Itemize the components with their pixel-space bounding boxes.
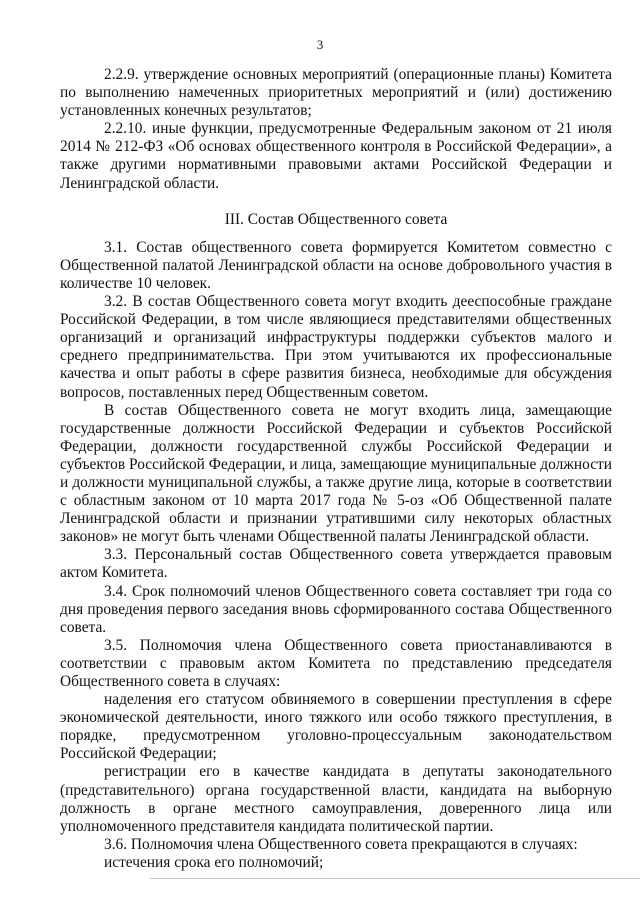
page-number: 3 bbox=[316, 37, 324, 52]
clause-3-5-case-accused: наделения его статусом обвиняемого в совершении преступления в сфере экономической деятельности, иного тяжкого или особо тяжкого преступления, в порядке, предусмотренном уголовно-процессуальным законодательством Российской Федерации; bbox=[60, 691, 612, 763]
clause-3-2: 3.2. В состав Общественного совета могут входить дееспособные граждане Российской Федерации, в том числе являющиеся представителями общественных организаций и организаций инфраструктуры поддержки субъектов малого и среднего предпринимательства. При этом учитываются их профессиональные качества и опыт работы в сфере развития бизнеса, необходимые для обсуждения вопросов, поставленных перед Общественным советом. bbox=[60, 293, 612, 401]
clause-2-2-10: 2.2.10. иные функции, предусмотренные Федеральным законом от 21 июля 2014 № 212-ФЗ «Об основах общественного контроля в Российской Федерации», а также другими нормативными правовыми актами Российской Федерации и Ленинградской области. bbox=[60, 120, 612, 192]
clause-3-2-restrictions: В состав Общественного совета не могут входить лица, замещающие государственные должности Российской Федерации и субъектов Российской Федерации, должности государственной службы Российской Федерации и субъектов Российской Федерации, и лица, замещающие муниципальные должности и должности муниципальной службы, а также другие лица, которые в соответствии с областным законом от 10 марта 2017 года № 5-оз «Об Общественной палате Ленинградской области и признании утратившими силу некоторых областных законов» не могут быть членами Общественной палаты Ленинградской области. bbox=[60, 401, 612, 546]
section-heading: III. Состав Общественного совета bbox=[224, 210, 448, 228]
document-body bbox=[60, 66, 612, 872]
clause-3-3: 3.3. Персональный состав Общественного совета утверждается правовым актом Комитета. bbox=[60, 546, 612, 582]
clause-3-1: 3.1. Состав общественного совета формируется Комитетом совместно с Общественной палатой Ленинградской области на основе добровольного участия в количестве 10 человек. bbox=[60, 238, 612, 292]
clause-3-6-case-expiry: истечения срока его полномочий; bbox=[104, 853, 324, 871]
spacer bbox=[60, 193, 612, 201]
clause-3-4: 3.4. Срок полномочий членов Общественного совета составляет три года со дня проведения первого заседания вновь сформированного состава Общественного совета. bbox=[60, 582, 612, 636]
scan-edge-line bbox=[150, 878, 640, 879]
clause-3-5: 3.5. Полномочия члена Общественного совета приостанавливаются в соответствии с правовым актом Комитета по представлению председателя Общественного совета в случаях: bbox=[60, 636, 612, 690]
clause-3-5-case-candidate: регистрации его в качестве кандидата в депутаты законодательного (представительного) органа государственной власти, кандидата на выборную должность в органе местного самоуправления, доверенного лица или уполномоченного представителя кандидата политической партии. bbox=[60, 763, 612, 835]
clause-2-2-9: 2.2.9. утверждение основных мероприятий (операционные планы) Комитета по выполнению намеченных приоритетных мероприятий и (или) достижению установленных конечных результатов; bbox=[60, 66, 612, 120]
clause-3-6: 3.6. Полномочия члена Общественного совета прекращаются в случаях: bbox=[104, 835, 578, 853]
